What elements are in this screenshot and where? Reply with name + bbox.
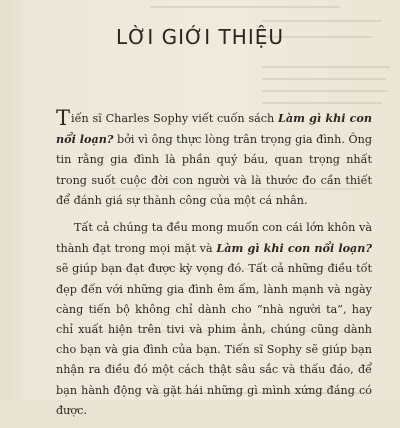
book-title-reference: Làm gì khi con nổi loạn? <box>216 241 372 256</box>
paragraph-2 <box>56 218 372 421</box>
paragraph-2-text-b: sẽ giúp bạn đạt được kỳ vọng đó. Tất cả những điều tốt đẹp đến với những gia đình êm ấm, lành mạnh và ngày càng tiến bộ không chỉ dành cho “nhà người ta”, hay chỉ xuất hiện trên tivi và phim ảnh, chúng cũng dành cho bạn và gia đình của bạn. Tiến sĩ Sophy sẽ giúp bạn nhận ra điều đó một cách thật sâu sắc và thấu đáo, để bạn hành động và gặt hái những gì mình xứng đáng có được. <box>56 262 372 417</box>
book-title-reference: Làm gì khi con nổi loạn? <box>56 111 372 147</box>
paragraph-2-text-a: Tất cả chúng ta đều mong muốn con cái lớn khôn và thành đạt trong mọi mặt và <box>56 221 372 256</box>
paragraph-1-text-b: bởi vì ông thực lòng trân trọng gia đình. Ông tin rằng gia đình là phần quý báu, quan trọng nhất trong suốt cuộc đời con người và là thước đo cần thiết để đánh giá sự thành công của một cá nhân. <box>56 133 373 207</box>
paragraph-1 <box>56 108 372 211</box>
chapter-body <box>56 108 372 428</box>
chapter-title: LỜI GIỚI THIỆU <box>115 25 284 49</box>
paragraph-1-text-a: iến sĩ Charles Sophy viết cuốn sách <box>71 112 279 125</box>
drop-cap: T <box>56 106 71 130</box>
